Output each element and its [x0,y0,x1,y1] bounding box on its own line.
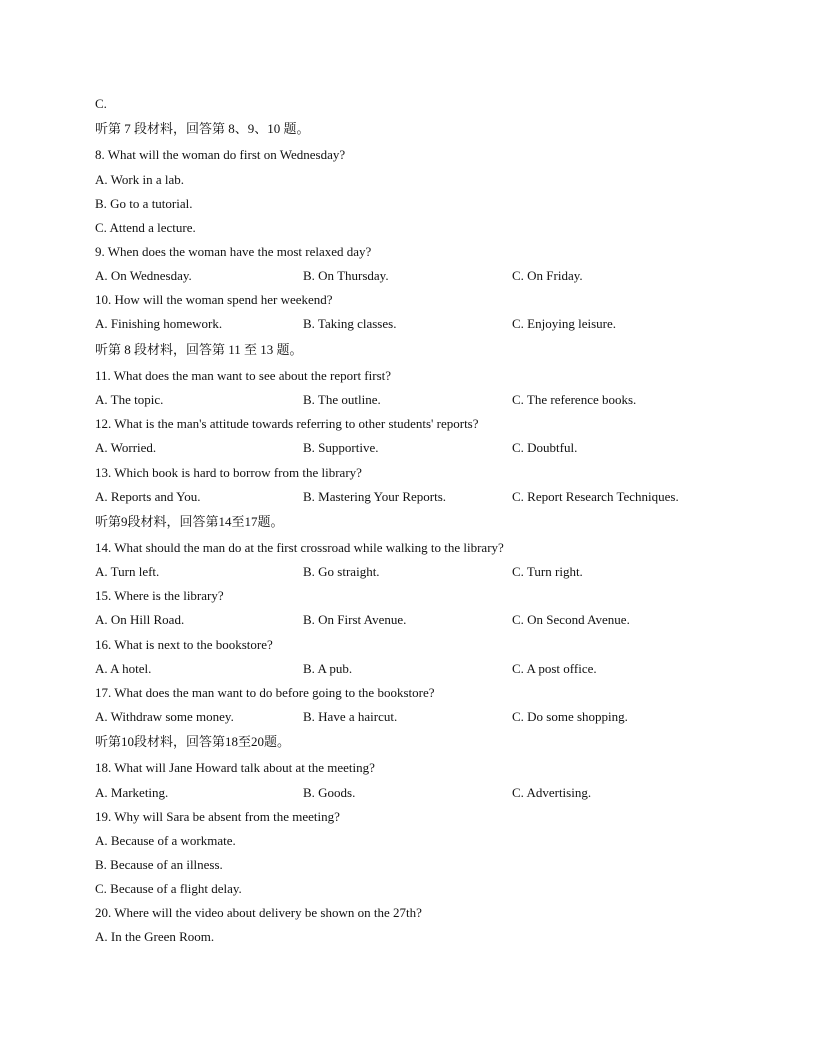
option-c: C. Report Research Techniques. [512,489,679,504]
option-b: B. Have a haircut. [303,709,398,724]
option-c: C. Do some shopping. [512,709,628,724]
option-c: C. Doubtful. [512,440,578,455]
question-10-options [0,316,816,332]
question-13-options [0,489,816,505]
option-c: C. On Friday. [512,268,583,283]
option-b: B. Taking classes. [303,316,397,331]
option-a: A. Finishing homework. [95,316,223,331]
option-b: B. Go straight. [303,564,380,579]
question-19-option-a: A. Because of a workmate. [95,833,236,848]
option-a: A. On Hill Road. [95,612,185,627]
option-c: C. Enjoying leisure. [512,316,616,331]
question-18: 18. What will Jane Howard talk about at the meeting? [95,760,375,775]
section-header-10: 听第10段材料，回答第18至20题。 [95,734,291,749]
option-b: B. Mastering Your Reports. [303,489,447,504]
question-17-options [0,709,816,725]
question-15-options [0,612,816,628]
question-17: 17. What does the man want to do before going to the bookstore? [95,685,435,700]
option-b: B. A pub. [303,661,353,676]
question-14: 14. What should the man do at the first crossroad while walking to the library? [95,540,504,555]
question-19-option-b: B. Because of an illness. [95,857,223,872]
option-a: A. On Wednesday. [95,268,192,283]
option-a: A. The topic. [95,392,164,407]
question-13: 13. Which book is hard to borrow from the library? [95,465,362,480]
option-a: A. Turn left. [95,564,160,579]
question-19: 19. Why will Sara be absent from the meeting? [95,809,340,824]
question-11-options [0,392,816,408]
option-c: C. On Second Avenue. [512,612,630,627]
option-b: B. Supportive. [303,440,379,455]
question-15: 15. Where is the library? [95,588,224,603]
question-8-option-a: A. Work in a lab. [95,172,184,187]
question-19-option-c: C. Because of a flight delay. [95,881,242,896]
question-20: 20. Where will the video about delivery be shown on the 27th? [95,905,422,920]
question-8: 8. What will the woman do first on Wednesday? [95,147,346,162]
question-20-option-a: A. In the Green Room. [95,929,215,944]
option-a: A. Reports and You. [95,489,201,504]
question-10: 10. How will the woman spend her weekend? [95,292,333,307]
question-16: 16. What is next to the bookstore? [95,637,273,652]
section-header-8: 听第 8 段材料，回答第 11 至 13 题。 [95,342,303,357]
question-8-option-c: C. Attend a lecture. [95,220,196,235]
option-b: B. Goods. [303,785,356,800]
question-18-options [0,785,816,801]
question-12: 12. What is the man's attitude towards referring to other students' reports? [95,416,479,431]
option-b: B. The outline. [303,392,381,407]
section-header-7: 听第 7 段材料，回答第 8、9、10 题。 [95,121,310,136]
option-c: C. The reference books. [512,392,637,407]
answer-option-c: C. [95,96,107,111]
option-c: C. Turn right. [512,564,583,579]
option-c: C. Advertising. [512,785,592,800]
question-14-options [0,564,816,580]
option-b: B. On First Avenue. [303,612,407,627]
option-c: C. A post office. [512,661,597,676]
option-b: B. On Thursday. [303,268,389,283]
option-a: A. Worried. [95,440,157,455]
question-16-options [0,661,816,677]
question-12-options [0,440,816,456]
question-8-option-b: B. Go to a tutorial. [95,196,193,211]
section-header-9: 听第9段材料，回答第14至17题。 [95,514,284,529]
question-9: 9. When does the woman have the most relaxed day? [95,244,372,259]
option-a: A. A hotel. [95,661,152,676]
option-a: A. Marketing. [95,785,169,800]
question-11: 11. What does the man want to see about the report first? [95,368,392,383]
question-9-options [0,268,816,284]
option-a: A. Withdraw some money. [95,709,234,724]
